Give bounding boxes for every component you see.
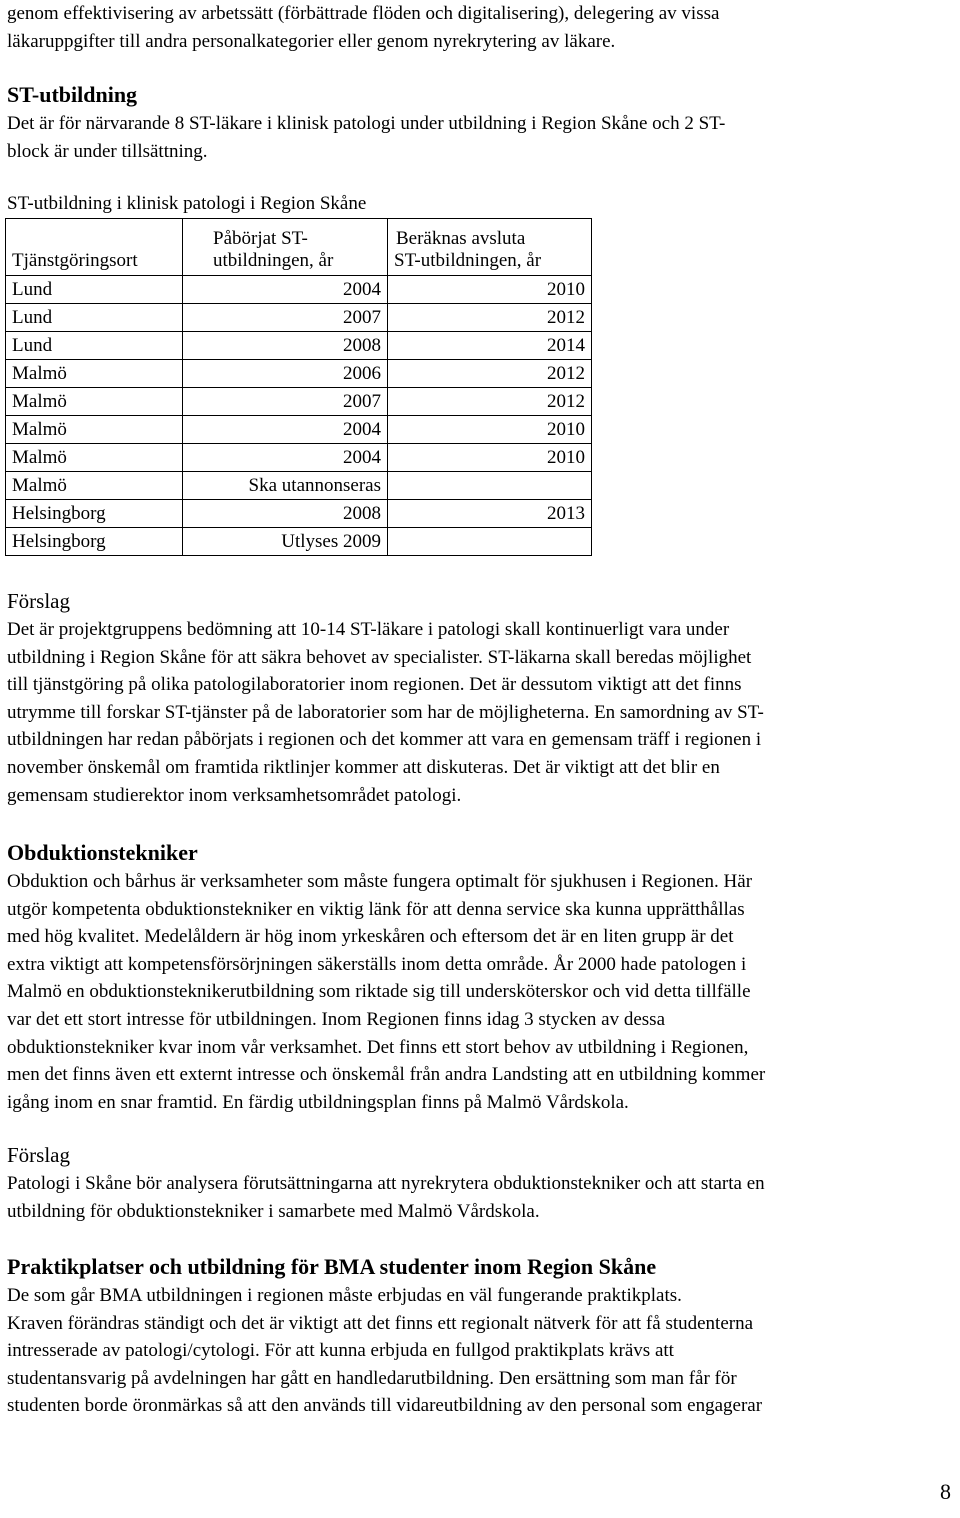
bma-line: Kraven förändras ständigt och det är viktigt att det finns ett regionalt nätverk för att få studenterna — [7, 1312, 754, 1334]
table-row — [6, 276, 592, 304]
obduktion-line: igång inom en snar framtid. En färdig utbildningsplan finns på Malmö Vårdskola. — [7, 1091, 629, 1113]
st-heading: ST-utbildning — [7, 82, 138, 107]
table-caption-text: ST-utbildning i klinisk patologi i Region Skåne — [7, 193, 367, 214]
table-row — [6, 500, 592, 528]
page-number: 8 — [940, 1479, 951, 1504]
proposal-line: Det är projektgruppens bedömning att 10-14 ST-läkare i patologi skall kontinuerligt vara under — [7, 619, 730, 640]
cell-start: 2004 — [183, 444, 388, 472]
table-row — [6, 472, 592, 500]
table-row — [6, 528, 592, 556]
proposal-line: utbildningen har redan påbörjats i regionen och det kommer att vara en gemensam träff i regionen i — [7, 729, 762, 751]
header-end — [388, 219, 592, 276]
cell-end: 2012 — [388, 360, 592, 388]
proposal-line: till tjänstgöring på olika patologilaboratorier inom regionen. Det är dessutom viktigt att det finns — [7, 674, 742, 696]
cell-start: 2006 — [183, 360, 388, 388]
obduktion-line: Obduktion och bårhus är verksamheter som måste fungera optimalt för sjukhusen i Regionen. Här — [7, 871, 753, 892]
table-row — [6, 444, 592, 472]
cell-start: 2008 — [183, 500, 388, 528]
cell-start: Ska utannonseras — [183, 472, 388, 500]
obduktion-line: men det finns även ett externt intresse och önskemål från andra Landsting att en utbildning kommer — [7, 1064, 766, 1086]
obduktion-line: obduktionstekniker kvar inom vår verksamhet. Det finns ett stort behov av utbildning i Regionen, — [7, 1036, 749, 1058]
obduktion-line: extra viktigt att kompetensförsörjningen säkerställs inom detta område. År 2000 hade patologen i — [7, 953, 747, 975]
table-row — [6, 360, 592, 388]
table-row — [6, 304, 592, 332]
header-end-line1: Beräknas avsluta — [396, 228, 526, 249]
cell-start: Utlyses 2009 — [183, 528, 388, 556]
cell-end — [388, 528, 592, 556]
cell-place: Malmö — [6, 360, 183, 388]
proposal-line: gemensam studierektor inom verksamhetsområdet patologi. — [7, 784, 462, 806]
intro-line: läkaruppgifter till andra personalkategorier eller genom nyrekrytering av läkare. — [7, 30, 616, 52]
proposal-line: utrymme till forskar ST-tjänster på de laboratorier som har de möjligheterna. En samordning av ST- — [7, 701, 764, 723]
cell-place: Malmö — [6, 388, 183, 416]
proposal-heading: Förslag — [7, 589, 70, 613]
proposal-heading: Förslag — [7, 1143, 70, 1167]
cell-place: Malmö — [6, 416, 183, 444]
obduktion-line: utgör kompetenta obduktionstekniker en viktig länk för att denna service ska kunna upprätthållas — [7, 898, 745, 920]
proposal-section-2 — [7, 1140, 952, 1225]
intro-paragraph — [7, 0, 952, 55]
table-row — [6, 416, 592, 444]
header-place: Tjänstgöringsort — [6, 219, 183, 276]
header-start-line2: utbildningen, år — [213, 250, 334, 271]
cell-start: 2007 — [183, 388, 388, 416]
obduktion-section — [7, 838, 952, 1116]
cell-place: Lund — [6, 276, 183, 304]
cell-start: 2007 — [183, 304, 388, 332]
obduktion-heading: Obduktionstekniker — [7, 840, 198, 865]
cell-end: 2012 — [388, 388, 592, 416]
cell-end: 2014 — [388, 332, 592, 360]
table-row — [6, 332, 592, 360]
table-caption — [7, 190, 952, 218]
proposal-section-1 — [7, 586, 952, 809]
proposal-line: utbildning i Region Skåne för att säkra behovet av specialister. ST-läkarna skall beredas möjlighet — [7, 646, 752, 668]
st-training-table — [5, 218, 592, 556]
cell-start: 2008 — [183, 332, 388, 360]
cell-place: Helsingborg — [6, 528, 183, 556]
cell-end: 2010 — [388, 416, 592, 444]
bma-section — [7, 1252, 952, 1420]
header-start — [183, 219, 388, 276]
st-line: Det är för närvarande 8 ST-läkare i klinisk patologi under utbildning i Region Skåne och 2 ST- — [7, 113, 726, 134]
cell-place: Lund — [6, 332, 183, 360]
bma-line: studentansvarig på avdelningen har gått en handledarutbildning. Den ersättning som man får för — [7, 1367, 737, 1389]
bma-line: studenten borde öronmärkas så att den används till vidareutbildning av den personal som engagerar — [7, 1395, 763, 1417]
cell-place: Malmö — [6, 444, 183, 472]
table-row — [6, 388, 592, 416]
bma-heading: Praktikplatser och utbildning för BMA studenter inom Region Skåne — [7, 1254, 657, 1279]
obduktion-line: med hög kvalitet. Medelåldern är hög inom yrkeskåren och eftersom det är en liten grupp är det — [7, 926, 734, 948]
st-line: block är under tillsättning. — [7, 140, 208, 162]
cell-end: 2012 — [388, 304, 592, 332]
proposal-line: utbildning för obduktionstekniker i samarbete med Malmö Vårdskola. — [7, 1200, 540, 1222]
cell-end — [388, 472, 592, 500]
proposal-line: november önskemål om framtida riktlinjer kommer att diskuteras. Det är viktigt att det blir en — [7, 756, 720, 778]
header-end-line2: ST-utbildningen, år — [394, 250, 542, 271]
cell-start: 2004 — [183, 276, 388, 304]
cell-end: 2010 — [388, 444, 592, 472]
header-start-line1: Påbörjat ST- — [213, 228, 308, 249]
cell-end: 2013 — [388, 500, 592, 528]
cell-place: Malmö — [6, 472, 183, 500]
cell-place: Lund — [6, 304, 183, 332]
obduktion-line: var det ett stort intresse för utbildningen. Inom Regionen finns idag 3 stycken av dessa — [7, 1008, 665, 1030]
cell-place: Helsingborg — [6, 500, 183, 528]
bma-line: De som går BMA utbildningen i regionen måste erbjudas en väl fungerande praktikplats. — [7, 1285, 682, 1306]
intro-line: genom effektivisering av arbetssätt (förbättrade flöden och digitalisering), delegering av vissa — [7, 3, 720, 24]
cell-start: 2004 — [183, 416, 388, 444]
table-header-row — [6, 219, 592, 276]
bma-line: intresserade av patologi/cytologi. För att kunna erbjuda en fullgod praktikplats krävs att — [7, 1340, 674, 1362]
cell-end: 2010 — [388, 276, 592, 304]
proposal-line: Patologi i Skåne bör analysera förutsättningarna att nyrekrytera obduktionstekniker och att starta en — [7, 1173, 765, 1194]
obduktion-line: Malmö en obduktionsteknikerutbildning som riktade sig till undersköterskor och vid detta tillfälle — [7, 981, 751, 1003]
st-section — [7, 80, 952, 165]
